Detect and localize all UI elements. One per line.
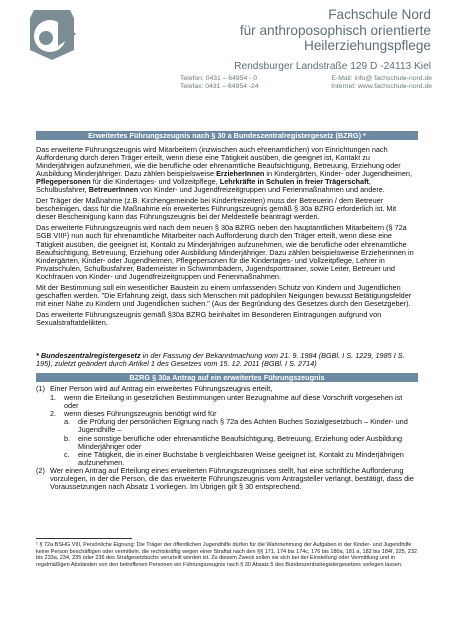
fax-number: Telefax: 0431 – 64954 -24 <box>180 82 259 90</box>
law-subsubitem-text: die Prüfung der persönlichen Eignung nach § 72a des Achten Buches Sozialgesetzbuch – Kinder- und Jugendhilfe – <box>78 417 408 435</box>
section-title-fuehrungszeugnis: Erweitertes Führungszeugnis nach § 30 a Bundeszentralregistergesetz (BZRG) * <box>36 131 418 140</box>
para1-bold-pflegepersonen: Pflegepersonen <box>36 177 91 187</box>
para1-text-e: für die Kindertages- und Vollzeitpflege, <box>90 177 220 187</box>
law-item-1 <box>36 385 418 393</box>
law-subsubitem-text: eine sonstige berufliche oder ehrenamtliche Beaufsichtigung, Betreuung, Erziehung oder Ausbildung Minderjähriger oder <box>78 433 403 451</box>
para1-text-g: , Schulbusfahrer, <box>36 177 372 195</box>
law-subsubitem-text: eine Tätigkeit, die in einer Buchstabe b vergleichbaren Weise geeignet ist, Kontakt zu Minderjährigen aufzunehmen. <box>78 449 404 467</box>
address-block <box>234 62 431 73</box>
footnote-divider <box>36 538 132 539</box>
paragraph-3: Das erweiterte Führungszeugnis wird nach dem neuen § 30a BZRG neben den hauptamtlichen Mitarbeitern (§ 72a SGB VIII¹) nun auch für ehrenamtliche Mitarbeiter nach Aufforderung durch den Träger erteilt, wenn diese eine Tätigkeit ausüben, die geeignet ist, Kontakt zu Minderjährigen aufzunehmen, wie die berufliche oder ehrenamtliche Beaufsichtigung, Betreuung, Erziehung oder Ausbildung Minderjähriger. Dazu zählen beispielsweise Erzieherinnen in Kindergärten, Kinder- oder Jugendheimen, Pflegepersonen für die Kindertages- und Vollzeitpflege, Lehrer in Privatschulen, Schulbusfahrer, Bademeister in Schwimmbädern, Jugendsporttrainer, sowie Leiter, Betreuer und Kochfrauen von Kinder- und Jugendfreizeitgruppen und Ferienmaßnahmen. <box>36 223 414 281</box>
law-subitem-text: wenn die Erteilung in gesetzlichen Bestimmungen unter Bezugnahme auf diese Vorschrift vorgesehen ist oder <box>64 393 403 411</box>
law-subitem-1 <box>36 394 418 410</box>
law-reference-note <box>36 352 418 368</box>
paragraph-5: Das erweiterte Führungszeugnis gemäß §30a BZRG beinhaltet im Besonderen Eintragungen aufgrund von Sexualstraftatdelikten. <box>36 309 382 327</box>
law-item-number: (1) <box>36 384 45 393</box>
law-subitem-2c <box>36 451 418 467</box>
school-logo-icon <box>24 6 80 62</box>
law-subitem-2b <box>36 435 418 451</box>
paragraph-1 <box>36 146 418 194</box>
note-prefix: * Bundeszentralregistergesetz <box>36 351 141 360</box>
law-item-number: (2) <box>36 465 45 475</box>
law-text <box>36 385 418 492</box>
school-name-line1: Fachschule Nord <box>328 7 431 22</box>
para1-text-i: von Kinder- und Jugendfreizeitgruppen und Ferienmaßnahmen und andere. <box>138 185 385 195</box>
school-name <box>131 7 431 54</box>
section1-body <box>36 146 418 330</box>
law-subsubitem-letter: b. <box>64 433 71 443</box>
phone-number: Telefon: 0431 – 64954 - 0 <box>180 75 258 82</box>
law-item-text: Einer Person wird auf Antrag ein erweitertes Führungszeugnis erteilt, <box>50 384 273 393</box>
paragraph-4: Mit der Bestimmung soll ein wesentlicher Baustein zu einem umfassenden Schutz von Kindern und Jugendlichen geschaffen werden. "Die Erfahrung zeigt, dass sich Menschen mit pädophilen Neigungen bewusst Betätigungsfelder mit einer Nähe zu Kindern und Jugendlichen suchen." (Aus der Begründung des Gesetzes durch den Gesetzgeber). <box>36 282 412 308</box>
email-address: E-Mail: info@ fachschule-nord.de <box>331 75 432 82</box>
para1-text-a: Das erweiterte Führungszeugnis wird Mitarbeitern (inzwischen auch ehrenamtlichen) von Einrichtungen nach Aufforderung durch deren Träger erteilt, wenn diese eine Tätigkeit ausüben, die geeignet ist, Kontakt zu Minderjährigen aufzunehmen, wie die berufliche oder ehrenamtliche Beaufsichtigung, Betreuung, Erziehung oder Ausbildung Minderjähriger. Dazu zählen beispielsweise <box>36 145 401 179</box>
law-item-text: Wer einen Antrag auf Erteilung eines erweiterten Führungszeugnisses stellt, hat eine schriftliche Aufforderung vorzulegen, in der die Person, die das erweiterte Führungszeugnis vom Antragsteller verlangt, bestätigt, dass die Voraussetzungen nach Absatz 1 vorliegen. Im Übrigen gilt § 30 entsprechend. <box>50 465 414 492</box>
section-title-bzrg-30a: BZRG § 30a Antrag auf ein erweitertes Führungszeugnis <box>36 373 418 382</box>
law-subitem-2a <box>36 418 418 434</box>
note-text: in der Fassung der Bekanntmachung vom 21. 9. 1984 (BGBl. I S. 1229, 1985 I S. 195), zuletzt geändert durch Artikel 1 des Gesetzes vom 15. 12. 2011 (BGBl. I S. 2714) <box>36 351 405 368</box>
law-subsubitem-letter: c. <box>64 449 70 459</box>
law-subsubitem-letter: a. <box>64 417 71 427</box>
address-line: Rendsburger Landstraße 129 D -24113 Kiel <box>234 61 431 72</box>
law-subitem-text: wenn dieses Führungszeugnis benötigt wird für <box>64 409 217 419</box>
para1-bold-betreuerinnen: BetreuerInnen <box>88 185 139 195</box>
footnote: ¹ § 72a BSHG VIII, Persönliche Eignung: Die Träger der öffentlichen Jugendhilfe dürfen für die Wahrnehmung der Aufgaben in der Kinder- und Jugendhilfe keine Person beschäftigen oder vermitteln, die rechtskräftig wegen einer Straftat nach den §§ 171, 174 bis 174c, 176 bis 180a, 181 a, 182 bis 184f, 225, 232 bis 233a, 234, 235 oder 236 des Strafgesetzbuchs verurteilt worden ist. Zu diesem Zweck sollen sie sich bei der Einstellung oder Vermittlung und in regelmäßigen Abständen von den betroffenen Personen ein Führungszeugnis nach § 30 Absatz 5 des Bundeszentralregistergesetzes vorlegen lassen. <box>36 542 417 568</box>
para1-text-c: in Kindergärten, Kinder- oder Jugendheimen, <box>264 169 413 179</box>
law-subitem-number: 2. <box>50 409 57 419</box>
para1-bold-lehrkraefte: Lehrkräfte in Schulen in freier Trägerschaft <box>219 177 369 187</box>
law-subitem-number: 1. <box>50 393 57 403</box>
paragraph-2: Der Träger der Maßnahme (z.B. Kirchengemeinde bei Kinderfreizeiten) muss der Betreuerin / dem Betreuer bescheinigen, dass für die Maßnahme ein erweitertes Führungszeugnis gemäß § 30a BZRG erforderlich ist. Mit dieser Bescheinigung kann das Führungszeugnis bei der Meldestelle beantragt werden. <box>36 196 397 222</box>
website-url: Internet: www.fachschule-nord.de <box>331 82 432 90</box>
para1-bold-erzieherinnen: ErzieherInnen <box>216 169 265 179</box>
school-name-line2: für anthroposophisch orientierte <box>239 22 431 38</box>
law-item-2 <box>36 467 418 491</box>
contact-block <box>180 75 432 91</box>
school-name-line3: Heilerziehungspflege <box>304 38 431 53</box>
